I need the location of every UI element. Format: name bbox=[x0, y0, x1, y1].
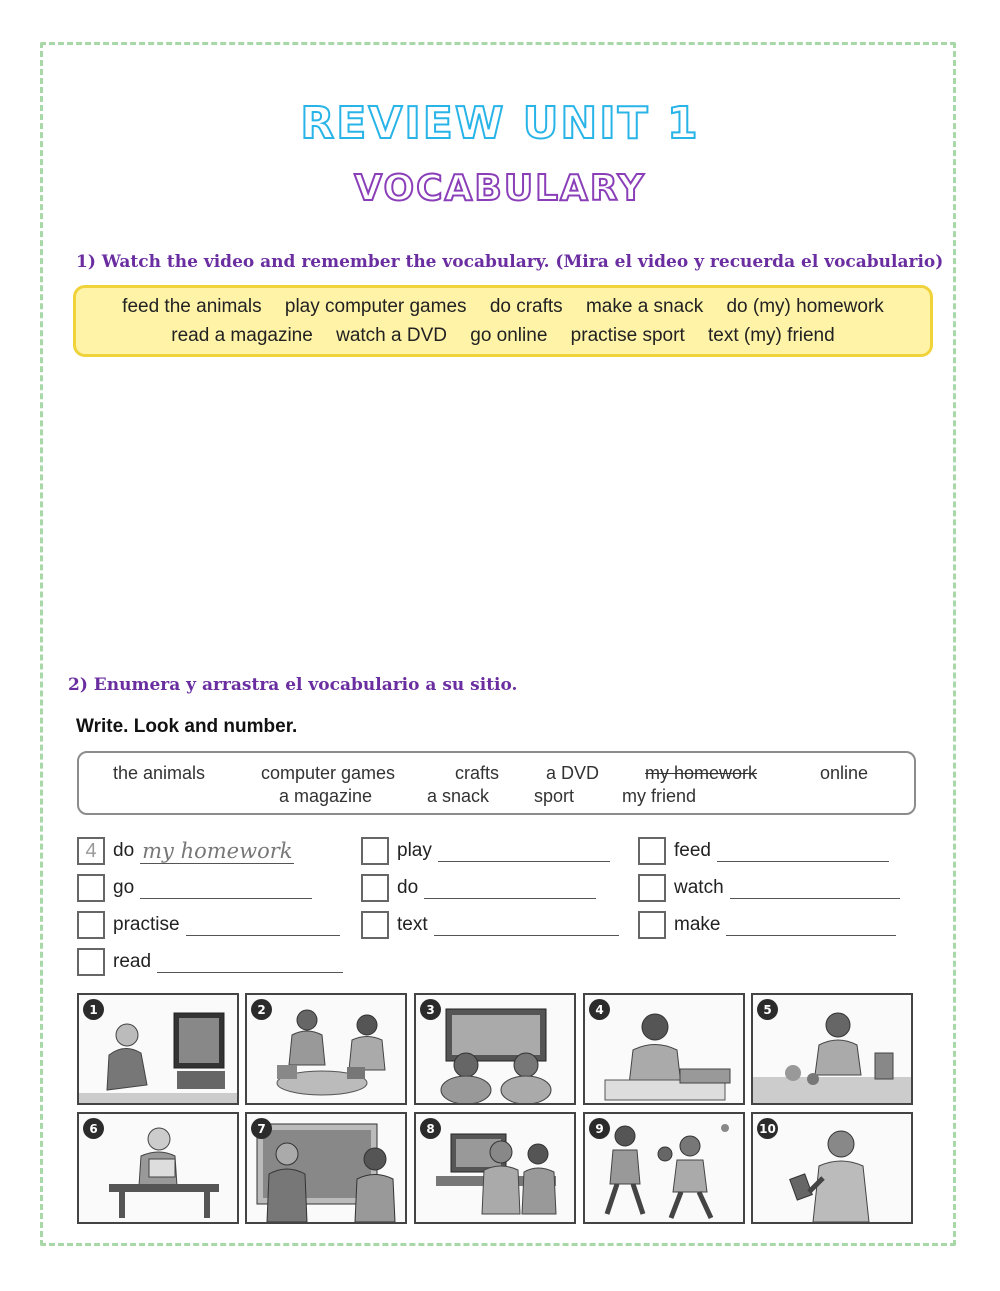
word-bank-item[interactable]: my friend bbox=[622, 786, 697, 806]
picture-do-homework bbox=[583, 993, 745, 1105]
vocab-item: practise sport bbox=[570, 325, 685, 346]
picture-number: 5 bbox=[757, 999, 778, 1020]
picture-make-a-snack bbox=[751, 993, 913, 1105]
answer-blank[interactable]: my homework bbox=[142, 838, 293, 863]
answer-blank[interactable] bbox=[717, 841, 889, 862]
exercise-item bbox=[638, 909, 896, 941]
exercise-item bbox=[361, 909, 619, 941]
picture-number: 4 bbox=[589, 999, 610, 1020]
section2-instruction: 2) Enumera y arrastra el vocabulario a su sitio. bbox=[68, 675, 518, 695]
vocab-item: play computer games bbox=[284, 296, 467, 317]
picture-feed-the-animals bbox=[245, 1112, 407, 1224]
picture-go-online bbox=[414, 1112, 576, 1224]
number-box[interactable] bbox=[638, 874, 666, 902]
vocab-item: do (my) homework bbox=[726, 296, 884, 317]
picture-number: 10 bbox=[757, 1118, 778, 1139]
picture-text-my-friend bbox=[751, 1112, 913, 1224]
item-verb: go bbox=[113, 877, 135, 898]
answer-blank[interactable] bbox=[140, 878, 312, 899]
number-box[interactable] bbox=[361, 874, 389, 902]
exercise-item bbox=[77, 872, 312, 904]
vocab-item: do crafts bbox=[489, 296, 563, 317]
exercise-item bbox=[638, 835, 889, 867]
exercise-item bbox=[638, 872, 900, 904]
answer-blank[interactable] bbox=[434, 915, 619, 936]
number-box[interactable] bbox=[77, 874, 105, 902]
picture-number: 3 bbox=[420, 999, 441, 1020]
section1-instruction: 1) Watch the video and remember the vocabulary. (Mira el video y recuerda el vocabulario) bbox=[76, 252, 944, 272]
word-bank-item[interactable]: a DVD bbox=[546, 763, 600, 783]
page-subtitle: VOCABULARY bbox=[354, 168, 646, 209]
vocabulary-row-1 bbox=[76, 296, 930, 318]
answer-blank[interactable] bbox=[726, 915, 896, 936]
picture-number: 2 bbox=[251, 999, 272, 1020]
answer-blank[interactable] bbox=[186, 915, 340, 936]
word-bank-item[interactable]: the animals bbox=[113, 763, 206, 783]
picture-number: 1 bbox=[83, 999, 104, 1020]
exercise-item bbox=[361, 835, 610, 867]
item-verb: watch bbox=[674, 877, 724, 898]
number-box[interactable] bbox=[361, 837, 389, 865]
item-verb: do bbox=[113, 840, 135, 861]
number-box[interactable]: 4 bbox=[77, 837, 105, 865]
vocabulary-box bbox=[73, 285, 933, 357]
number-box[interactable] bbox=[638, 911, 666, 939]
picture-number: 7 bbox=[251, 1118, 272, 1139]
vocab-item: read a magazine bbox=[171, 325, 313, 346]
vocab-item: watch a DVD bbox=[336, 325, 447, 346]
word-bank-item[interactable]: a snack bbox=[427, 786, 490, 806]
number-box[interactable] bbox=[77, 948, 105, 976]
word-bank-item[interactable]: online bbox=[820, 763, 869, 783]
picture-number: 6 bbox=[83, 1118, 104, 1139]
number-box[interactable] bbox=[361, 911, 389, 939]
item-verb: play bbox=[397, 840, 432, 861]
word-bank-item-used[interactable]: my homework bbox=[645, 763, 758, 783]
answer-blank[interactable] bbox=[438, 841, 610, 862]
exercise-item bbox=[77, 835, 294, 867]
vocab-item: go online bbox=[470, 325, 548, 346]
picture-watch-dvd bbox=[77, 993, 239, 1105]
picture-do-crafts bbox=[245, 993, 407, 1105]
exercise-item bbox=[77, 909, 340, 941]
vocab-item: text (my) friend bbox=[708, 325, 835, 346]
exercise-item bbox=[361, 872, 596, 904]
number-box[interactable] bbox=[77, 911, 105, 939]
word-bank bbox=[77, 751, 916, 815]
picture-number: 8 bbox=[420, 1118, 441, 1139]
picture-practise-sport bbox=[583, 1112, 745, 1224]
vocab-item: feed the animals bbox=[122, 296, 262, 317]
answer-blank[interactable] bbox=[157, 952, 343, 973]
item-verb: text bbox=[397, 914, 428, 935]
vocabulary-row-2 bbox=[76, 325, 930, 347]
picture-play-computer-games bbox=[414, 993, 576, 1105]
item-verb: read bbox=[113, 951, 152, 972]
word-bank-item[interactable]: sport bbox=[534, 786, 575, 806]
item-verb: practise bbox=[113, 914, 180, 935]
exercise-item bbox=[77, 946, 343, 978]
word-bank-item[interactable]: computer games bbox=[261, 763, 396, 783]
page-title: REVIEW UNIT 1 bbox=[300, 98, 700, 149]
item-verb: make bbox=[674, 914, 721, 935]
vocab-item: make a snack bbox=[585, 296, 704, 317]
answer-blank[interactable] bbox=[424, 878, 596, 899]
number-box[interactable] bbox=[638, 837, 666, 865]
word-bank-item[interactable]: a magazine bbox=[279, 786, 373, 806]
word-bank-item[interactable]: crafts bbox=[455, 763, 500, 783]
item-verb: do bbox=[397, 877, 419, 898]
picture-read-a-magazine bbox=[77, 1112, 239, 1224]
picture-number: 9 bbox=[589, 1118, 610, 1139]
item-verb: feed bbox=[674, 840, 711, 861]
exercise-title: Write. Look and number. bbox=[76, 716, 298, 737]
answer-blank[interactable] bbox=[730, 878, 900, 899]
